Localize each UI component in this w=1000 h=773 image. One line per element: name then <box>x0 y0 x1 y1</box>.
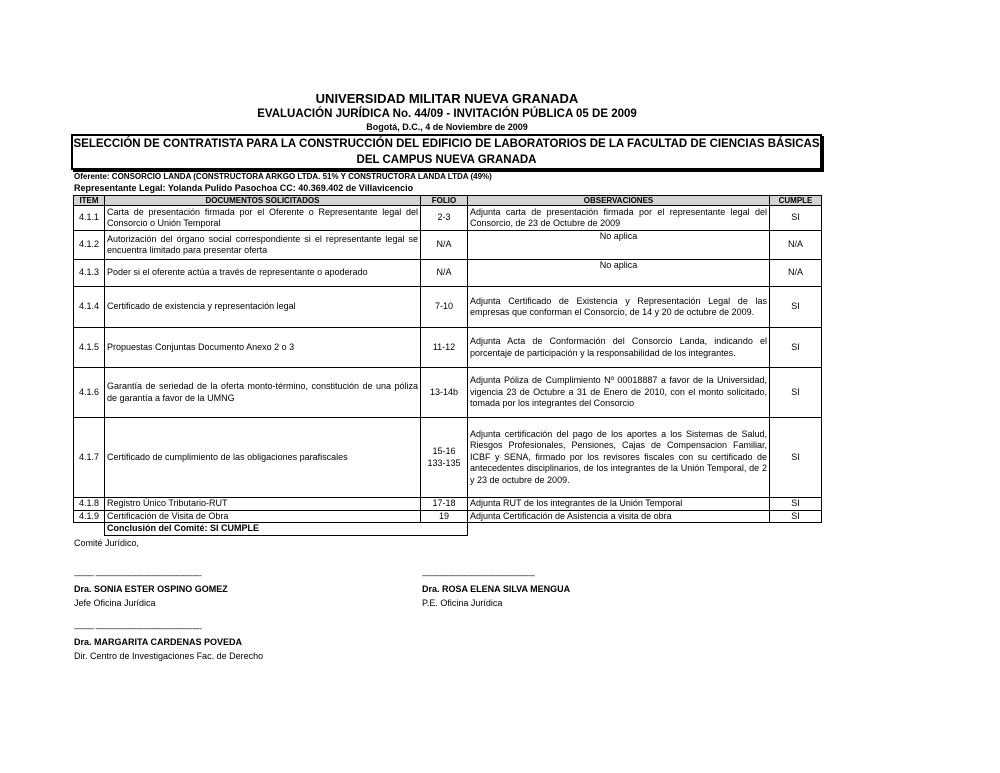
header-cumple: CUMPLE <box>770 196 822 206</box>
cell-cumple: SI <box>770 498 822 511</box>
cell-doc: Certificación de Visita de Obra <box>105 510 421 523</box>
header-observaciones: OBSERVACIONES <box>468 196 770 206</box>
cell-item: 4.1.3 <box>74 260 105 287</box>
cell-cumple: N/A <box>770 260 822 287</box>
signature-name-3: Dra. MARGARITA CARDENAS POVEDA <box>74 637 243 647</box>
cell-doc: Certificado de cumplimiento de las obligaciones parafiscales <box>105 418 421 498</box>
cell-cumple: SI <box>770 287 822 328</box>
table-row <box>74 287 822 328</box>
oferente-line: Oferente: CONSORCIO LANDA (CONSTRUCTORA ARKGO LTDA. 51% Y CONSTRUCTORA LANDA LTDA (49%) <box>74 172 492 181</box>
folio-line-1: 15-16 <box>432 446 456 456</box>
header-documentos: DOCUMENTOS SOLICITADOS <box>105 196 421 206</box>
header-item: ITEM <box>74 196 105 206</box>
cell-cumple: SI <box>770 418 822 498</box>
conclusion-spacer <box>74 523 105 536</box>
table-row <box>74 510 822 523</box>
cell-cumple: N/A <box>770 231 822 260</box>
table-row <box>74 260 822 287</box>
cell-folio: 2-3 <box>421 206 468 231</box>
cell-doc: Registro Único Tributario-RUT <box>105 498 421 511</box>
representante-line: Representante Legal: Yolanda Pulido Pasochoa CC: 40.369.402 de Villavicencio <box>74 183 414 193</box>
cell-obs: Adjunta carta de presentación firmada por el representante legal del Consorcio, de 23 de Octubre de 2009 <box>468 206 770 231</box>
signature-name-2: Dra. ROSA ELENA SILVA MENGUA <box>422 584 571 594</box>
cell-folio: N/A <box>421 231 468 260</box>
cell-item: 4.1.6 <box>74 368 105 418</box>
cell-item: 4.1.1 <box>74 206 105 231</box>
cell-cumple: SI <box>770 368 822 418</box>
cell-folio: 17-18 <box>421 498 468 511</box>
cell-doc: Certificado de existencia y representación legal <box>105 287 421 328</box>
signature-line-3: --------- ------------------------------------------------- <box>74 624 202 633</box>
cell-obs: Adjunta Certificado de Existencia y Representación Legal de las empresas que conforman el Consorcio, de 14 y 20 de octubre de 2009. <box>468 287 770 328</box>
table-row <box>74 368 822 418</box>
folio-line-2: 133-135 <box>427 457 461 468</box>
signature-name-1: Dra. SONIA ESTER OSPINO GOMEZ <box>74 584 228 594</box>
institution-title: UNIVERSIDAD MILITAR NUEVA GRANADA <box>315 91 579 106</box>
cell-folio: 13-14b <box>421 368 468 418</box>
signature-line-1: --------- ------------------------------------------------- <box>74 571 202 580</box>
conclusion-cell: Conclusión del Comité: SI CUMPLE <box>105 523 468 536</box>
evaluation-title: EVALUACIÓN JURÍDICA No. 44/09 - INVITACIÓN PÚBLICA 05 DE 2009 <box>257 108 637 120</box>
cell-item: 4.1.5 <box>74 328 105 368</box>
cell-doc: Poder si el oferente actúa a través de representante o apoderado <box>105 260 421 287</box>
selection-title: SELECCIÓN DE CONTRATISTA PARA LA CONSTRUCCIÓN DEL EDIFICIO DE LABORATORIOS DE LA FACULTAD DE CIENCIAS BÁSICAS DEL CAMPUS NUEVA GRANADA <box>73 138 820 166</box>
cell-doc: Autorización del órgano social correspondiente si el representante legal se encuentra limitado para presentar oferta <box>105 231 421 260</box>
table-header-row <box>74 196 822 206</box>
table-row <box>74 328 822 368</box>
header-folio: FOLIO <box>421 196 468 206</box>
documents-table <box>73 195 822 536</box>
table-row <box>74 231 822 260</box>
table-row <box>74 418 822 498</box>
signature-role-2: P.E. Oficina Jurídica <box>422 598 503 608</box>
selection-title-box <box>71 134 822 170</box>
cell-doc: Propuestas Conjuntas Documento Anexo 2 o 3 <box>105 328 421 368</box>
cell-cumple: SI <box>770 510 822 523</box>
conclusion-spacer <box>468 523 770 536</box>
cell-obs: No aplica <box>468 231 770 260</box>
cell-item: 4.1.4 <box>74 287 105 328</box>
cell-cumple: SI <box>770 206 822 231</box>
cell-folio <box>421 418 468 498</box>
cell-obs: Adjunta Acta de Conformación del Consorcio Landa, indicando el porcentaje de participación y la responsabilidad de los integrantes. <box>468 328 770 368</box>
cell-obs: Adjunta Certificación de Asistencia a visita de obra <box>468 510 770 523</box>
cell-obs: Adjunta RUT de los integrantes de la Unión Temporal <box>468 498 770 511</box>
signature-line-2: ---------------------------------------------------- <box>422 571 535 580</box>
cell-folio: 11-12 <box>421 328 468 368</box>
cell-obs: Adjunta certificación del pago de los aportes a los Sistemas de Salud, Riesgos Profesionales, Pensiones, Cajas de Compensacion Familiar, ICBF y SENA, firmado por los revisores fiscales con su certificado de antecedentes disciplinarios, de los integrantes de la Unión Temporal, de 2 y 23 de octubre de 2009. <box>468 418 770 498</box>
table-row <box>74 206 822 231</box>
cell-doc: Carta de presentación firmada por el Oferente o Representante legal del Consorcio o Unión Temporal <box>105 206 421 231</box>
signature-role-1: Jefe Oficina Jurídica <box>74 598 156 608</box>
cell-folio: 7-10 <box>421 287 468 328</box>
cell-obs: No aplica <box>468 260 770 287</box>
cell-obs: Adjunta Póliza de Cumplimiento Nº 00018887 a favor de la Universidad, vigencia 23 de Octubre a 31 de Enero de 2010, con el monto solicitado, tomada por los integrantes del Consorcio <box>468 368 770 418</box>
signature-role-3: Dir. Centro de Investigaciones Fac. de Derecho <box>74 651 264 661</box>
cell-item: 4.1.9 <box>74 510 105 523</box>
cell-cumple: SI <box>770 328 822 368</box>
cell-item: 4.1.2 <box>74 231 105 260</box>
cell-folio: N/A <box>421 260 468 287</box>
conclusion-row <box>74 523 822 536</box>
place-date: Bogotá, D.C., 4 de Noviembre de 2009 <box>366 122 528 132</box>
cell-item: 4.1.8 <box>74 498 105 511</box>
committee-label: Comité Jurídico, <box>74 538 140 548</box>
cell-doc: Garantía de seriedad de la oferta monto-término, constitución de una póliza de garantía a favor de la UMNG <box>105 368 421 418</box>
cell-item: 4.1.7 <box>74 418 105 498</box>
conclusion-spacer <box>770 523 822 536</box>
table-row <box>74 498 822 511</box>
cell-folio: 19 <box>421 510 468 523</box>
